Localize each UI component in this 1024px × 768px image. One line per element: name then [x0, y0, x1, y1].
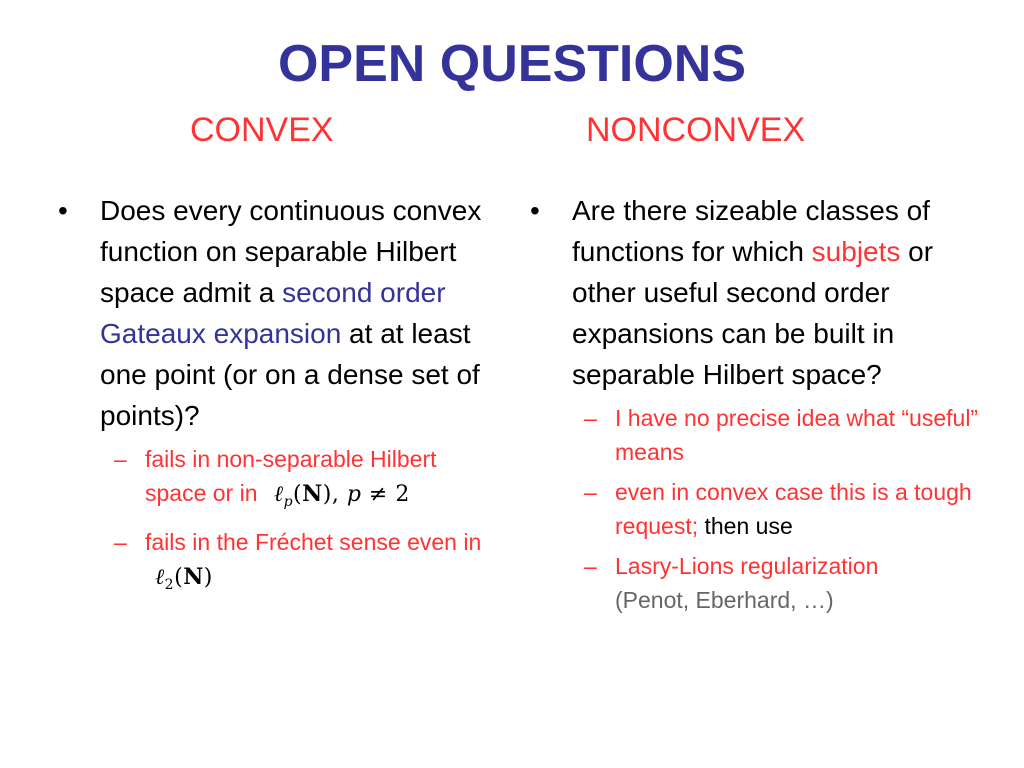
dash-marker: – [114, 529, 127, 555]
convex-subpoint-2 [58, 525, 488, 602]
subpoint-text: fails in non-separable Hilbert space or in [145, 446, 437, 506]
subpoint-tail: then use [698, 513, 793, 539]
nonconvex-subpoint-2 [530, 475, 980, 543]
bullet-marker: • [58, 195, 68, 226]
subpoint-text: I have no precise idea what “useful” means [615, 405, 979, 465]
question-text-end: at at least one point (or on a dense set of points)? [100, 318, 480, 431]
subpoint-text: Lasry-Lions regularization [615, 553, 879, 579]
question-text-start: Does every continuous convex function on separable Hilbert space admit a [100, 195, 482, 308]
dash-marker: – [584, 553, 597, 579]
question-highlight: subjets [811, 236, 901, 267]
bullet-marker: • [530, 195, 540, 226]
subpoint-text: fails in the Fréchet sense even in [145, 529, 482, 555]
convex-subpoint-1 [58, 442, 488, 519]
convex-question [58, 190, 488, 436]
dash-marker: – [584, 405, 597, 431]
convex-heading: CONVEX [190, 111, 334, 149]
l2-formula: ℓ$_2$(N) [155, 564, 213, 593]
nonconvex-question [530, 190, 980, 395]
subpoint-citation: (Penot, Eberhard, …) [615, 587, 834, 613]
question-highlight: second order Gateaux expansion [100, 277, 446, 349]
dash-marker: – [584, 479, 597, 505]
slide-title: OPEN QUESTIONS [277, 35, 747, 93]
nonconvex-heading: NONCONVEX [586, 111, 806, 149]
question-text-start: Are there sizeable classes of functions for which [572, 195, 930, 267]
convex-column [58, 190, 488, 602]
nonconvex-column [530, 190, 980, 617]
dash-marker: – [114, 446, 127, 472]
subpoint-text: even in convex case this is a tough request; [615, 479, 972, 539]
nonconvex-subpoint-3 [530, 549, 980, 617]
lp-formula: ℓ$_p$(N), p ≠ 2 [273, 481, 410, 510]
nonconvex-subpoint-1 [530, 401, 980, 469]
question-text-end: or other useful second order expansions can be built in separable Hilbert space? [572, 236, 934, 390]
